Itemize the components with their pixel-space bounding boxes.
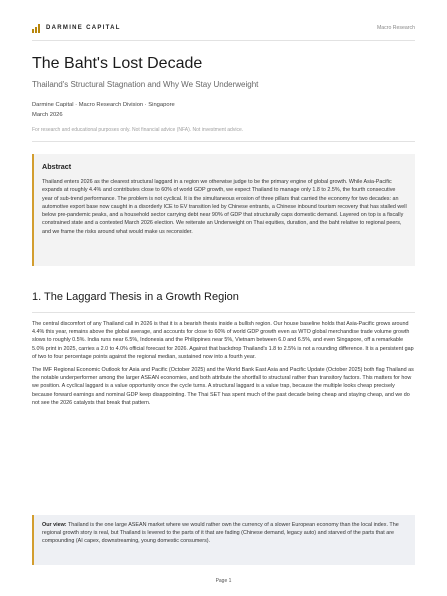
view-callout: [32, 515, 415, 565]
body-paragraph: The central discomfort of any Thailand call in 2026 is that it is a bearish thesis inside a bullish region. Our house baseline holds that Asia-Pacific grows around 4.4% this year, remains above the global average, and accounts for close to 60% of world GDP growth even as WTO global merchandise trade volume growth slows to roughly 0.5%. India runs near 6.5%, Indonesia and the Philippines near 5%, Vietnam between 6.0 and 6.5%, and even Singapore, off a remarkable 5.0% print in 2025, carries a 2.0 to 4.0% official forecast for 2026. Against that backdrop Thailand's 1.8 to 2.5% is not a rounding difference. It is a persistent gap of two to four percentage points against the regional median, sustained now into a fourth year.: [32, 321, 414, 360]
brand-name: DARMINE CAPITAL: [46, 25, 121, 31]
report-byline: Darmine Capital · Macro Research Division · Singapore: [32, 102, 175, 108]
section-heading: 1. The Laggard Thesis in a Growth Region: [32, 291, 239, 303]
abstract-box: [32, 154, 415, 266]
brand: [32, 24, 121, 33]
header-divider: [32, 40, 415, 41]
abstract-paragraph: Thailand enters 2026 as the clearest structural laggard in a region we otherwise judge to be the primary engine of global growth. While Asia-Pacific expands at roughly 4.4% and contributes close to 60% of world GDP growth, we expect Thailand to manage only 1.8 to 2.5%, the fourth consecutive year of sub-trend performance. The problem is not cyclical. It is the simultaneous erosion of three pillars that carried the economy for two decades: an automotive export base now caught in a disorderly ICE to EV transition led by Chinese entrants, a Chinese inbound tourism recovery that has stalled well below pre-pandemic peaks, and a household sector carrying debt near 90% of GDP that structurally caps domestic demand. Layered on top is a fiscally constrained state and a contested March 2026 election. We reiterate an Underweight on Thai equities, duration, and the baht relative to regional peers, and we frame the risks around what would make us reconsider.: [42, 179, 407, 235]
callout-body: Thailand is the one large ASEAN market where we would rather own the currency of a slower European economy than the local index. The regional growth story is real, but Thailand is levered to the parts of it that are fading (Chinese demand, legacy auto) and starved of the parts that are compounding (AI capex, downstreaming, young domestic consumers).: [42, 522, 399, 545]
page-header: [32, 24, 415, 36]
section-body: [32, 320, 415, 412]
callout-text: [42, 521, 407, 546]
header-section-label: Macro Research: [376, 25, 415, 31]
bar-chart-logo-icon: [32, 24, 41, 33]
page-number: Page 1: [215, 578, 232, 584]
report-date: March 2026: [32, 112, 63, 118]
section-divider: [32, 312, 415, 313]
callout-lead: Our view:: [42, 522, 67, 528]
disclaimer: For research and educational purposes only. Not financial advice (NFA). Not investment advice.: [32, 127, 244, 133]
abstract-heading: Abstract: [42, 162, 72, 171]
report-title: The Baht's Lost Decade: [32, 55, 203, 72]
report-subtitle: Thailand's Structural Stagnation and Why We Stay Underweight: [32, 80, 259, 89]
body-paragraph: The IMF Regional Economic Outlook for Asia and Pacific (October 2025) and the World Bank East Asia and Pacific Update (October 2025) both flag Thailand as the notable underperformer among the larger ASEAN economies, and both attribute the shortfall to structural rather than transitory factors. This matters for how we position. A cyclical laggard is a value opportunity once the cycle turns. A structural laggard is a value trap, because the multiple looks cheap precisely because forward earnings and nominal GDP keep disappointing. The Thai SET has spent much of the past decade being cheap and staying cheap, and we do not see the 2026 catalysts that break that pattern.: [32, 367, 414, 406]
title-divider: [32, 141, 415, 142]
